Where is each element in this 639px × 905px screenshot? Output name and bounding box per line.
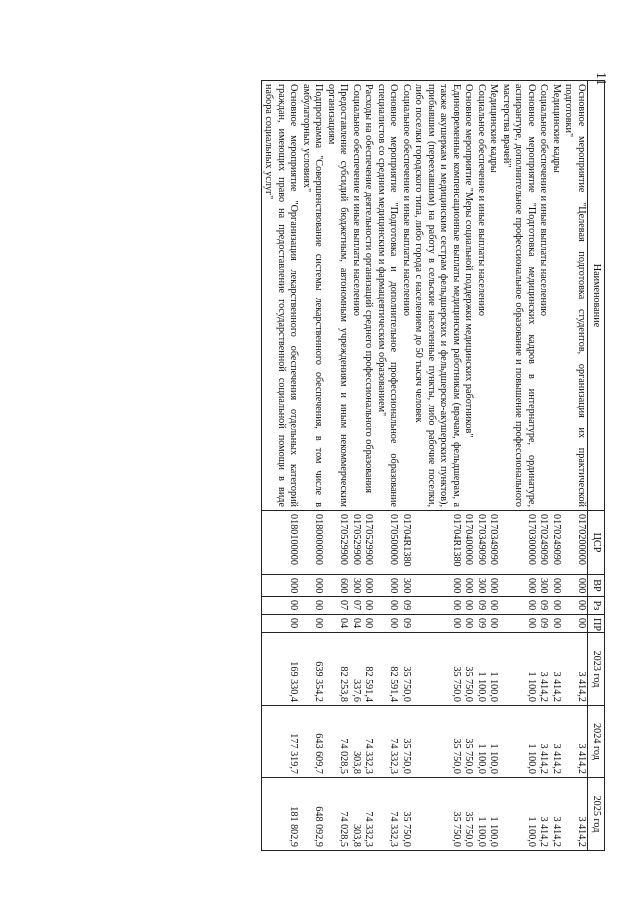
cell-y2025: 3 414,2 [550,778,563,851]
cell-y2025: 35 750,0 [412,778,462,851]
cell-vr: 000 [500,575,538,597]
cell-y2024: 3 414,2 [562,706,588,778]
cell-rz: 07 [350,597,363,615]
cell-y2024: 1 100,0 [487,706,500,778]
cell-rz: 00 [375,597,400,615]
page-number: 11 [593,72,608,86]
cell-y2025: 35 750,0 [462,778,475,851]
cell-name: Расходы на обеспечение деятельности организаций среднего профессионального образования [362,81,375,511]
cell-csr: 0170400000 [462,511,475,575]
cell-csr: 01704R1380 [400,511,413,575]
budget-table [261,80,605,851]
cell-y2024: 3 414,2 [550,706,563,778]
cell-y2024: 35 750,0 [462,706,475,778]
table-row [412,81,462,851]
cell-y2023: 82 591,4 [375,633,400,706]
cell-y2025: 74 332,3 [375,778,400,851]
cell-csr: 0170529900 [325,511,350,575]
cell-pr: 00 [262,615,300,633]
cell-y2025: 74 028,5 [325,778,350,851]
cell-rz: 00 [362,597,375,615]
cell-y2023: 169 330,4 [262,633,300,706]
cell-pr: 00 [562,615,588,633]
cell-y2024: 1 100,0 [500,706,538,778]
cell-y2023: 35 750,0 [412,633,462,706]
cell-name: Основное мероприятие "Целевая подготовка студентов, организация их практической подготовки" [562,81,588,511]
cell-y2025: 1 100,0 [500,778,538,851]
cell-csr: 0170249090 [537,511,550,575]
table-header-row [588,81,605,851]
cell-y2023: 82 591,4 [362,633,375,706]
cell-pr: 09 [537,615,550,633]
header-2023: 2023 год [588,633,605,706]
cell-rz: 00 [462,597,475,615]
cell-vr: 000 [487,575,500,597]
cell-vr: 300 [537,575,550,597]
cell-y2024: 1 100,0 [475,706,488,778]
cell-name: Основное мероприятие "Подготовка и дополнительное профессиональное образование специалистов со средним медицинским и фармацевтическим образованием" [375,81,400,511]
cell-y2024: 643 609,7 [300,706,325,778]
cell-csr: 01704R1380 [412,511,462,575]
cell-rz: 00 [500,597,538,615]
cell-pr: 00 [550,615,563,633]
cell-y2024: 303,8 [350,706,363,778]
cell-y2023: 1 100,0 [500,633,538,706]
cell-y2024: 3 414,2 [537,706,550,778]
cell-y2025: 303,8 [350,778,363,851]
cell-name: Основное мероприятие "Организация лекарственного обеспечения отдельных категорий граждан, имеющих право на предоставление государственной социальной помощи в виде набора социальных услуг" [262,81,300,511]
cell-y2025: 3 414,2 [537,778,550,851]
cell-y2024: 177 319,7 [262,706,300,778]
cell-name: Социальное обеспечение и иные выплаты населению [350,81,363,511]
header-2024: 2024 год [588,706,605,778]
cell-vr: 000 [300,575,325,597]
header-2025: 2025 год [588,778,605,851]
cell-pr: 00 [500,615,538,633]
budget-table-rotated [80,80,605,850]
cell-y2025: 648 092,9 [300,778,325,851]
cell-pr: 00 [362,615,375,633]
cell-vr: 300 [475,575,488,597]
cell-name: Социальное обеспечение и иные выплаты населению [537,81,550,511]
cell-y2025: 1 100,0 [475,778,488,851]
cell-rz: 07 [325,597,350,615]
cell-csr: 0180000000 [300,511,325,575]
cell-y2023: 1 100,0 [487,633,500,706]
cell-csr: 0170529900 [350,511,363,575]
cell-y2024: 35 750,0 [400,706,413,778]
cell-y2025: 35 750,0 [400,778,413,851]
table-row [487,81,500,851]
cell-csr: 0170349090 [487,511,500,575]
table-row [462,81,475,851]
cell-y2023: 82 253,8 [325,633,350,706]
cell-y2023: 337,6 [350,633,363,706]
cell-y2025: 3 414,2 [562,778,588,851]
cell-y2024: 35 750,0 [412,706,462,778]
cell-y2023: 3 414,2 [562,633,588,706]
cell-y2023: 35 750,0 [462,633,475,706]
cell-name: Медицинские кадры [550,81,563,511]
table-row [325,81,350,851]
cell-vr: 000 [362,575,375,597]
cell-vr: 000 [262,575,300,597]
cell-pr: 00 [375,615,400,633]
cell-y2023: 3 414,2 [550,633,563,706]
cell-vr: 600 [325,575,350,597]
cell-name: Социальное обеспечение и иные выплаты населению [400,81,413,511]
header-pr: ПР [588,615,605,633]
table-row [362,81,375,851]
cell-csr: 0170500000 [375,511,400,575]
cell-name: Основное мероприятие "Меры социальной поддержки медицинских работников" [462,81,475,511]
table-row [400,81,413,851]
cell-y2024: 74 332,3 [375,706,400,778]
cell-pr: 00 [487,615,500,633]
cell-name: Предоставление субсидий бюджетным, автономным учреждениям и иным некоммерческим организациям [325,81,350,511]
cell-y2023: 1 100,0 [475,633,488,706]
cell-vr: 000 [375,575,400,597]
cell-name: Единовременные компенсационные выплаты медицинским работникам (врачам, фельдшерам, а также акушеркам и медицинским сестрам фельдшерских и фельдшерско-акушерских пунктов), прибывшим (переехавшим) на работу в сельские населенные пункты, либо рабочие поселки, либо поселки городского типа, либо города с населением до 50 тысяч человек [412,81,462,511]
cell-vr: 300 [350,575,363,597]
cell-vr: 000 [412,575,462,597]
cell-vr: 000 [550,575,563,597]
table-row [500,81,538,851]
cell-rz: 00 [562,597,588,615]
header-rz: Рз [588,597,605,615]
cell-rz: 09 [537,597,550,615]
cell-y2023: 3 414,2 [537,633,550,706]
cell-pr: 09 [475,615,488,633]
table-row [562,81,588,851]
cell-pr: 09 [400,615,413,633]
table-row [375,81,400,851]
cell-rz: 00 [262,597,300,615]
cell-rz: 09 [475,597,488,615]
cell-csr: 0170349090 [475,511,488,575]
cell-y2025: 74 332,3 [362,778,375,851]
cell-csr: 0170249090 [550,511,563,575]
cell-name: Подпрограмма "Совершенствование системы лекарственного обеспечения, в том числе в амбулаторных условиях" [300,81,325,511]
cell-vr: 000 [562,575,588,597]
cell-name: Основное мероприятие "Подготовка медицинских кадров в интернатуре, ординатуре, аспирантуре, дополнительное профессиональное образование и повышение профессионального мастерства врачей" [500,81,538,511]
cell-rz: 09 [400,597,413,615]
cell-pr: 00 [300,615,325,633]
header-vr: ВР [588,575,605,597]
cell-y2024: 74 332,3 [362,706,375,778]
cell-rz: 00 [300,597,325,615]
cell-y2024: 74 028,5 [325,706,350,778]
table-row [537,81,550,851]
cell-y2025: 1 100,0 [487,778,500,851]
cell-vr: 000 [462,575,475,597]
cell-y2025: 181 802,9 [262,778,300,851]
cell-name: Социальное обеспечение и иные выплаты населению [475,81,488,511]
cell-pr: 04 [325,615,350,633]
cell-y2023: 639 354,2 [300,633,325,706]
cell-pr: 00 [462,615,475,633]
cell-csr: 0170200000 [562,511,588,575]
cell-csr: 0180100000 [262,511,300,575]
cell-pr: 04 [350,615,363,633]
table-row [262,81,300,851]
cell-vr: 300 [400,575,413,597]
table-row [300,81,325,851]
cell-csr: 0170300000 [500,511,538,575]
cell-rz: 00 [487,597,500,615]
cell-y2023: 35 750,0 [400,633,413,706]
cell-rz: 00 [550,597,563,615]
cell-pr: 00 [412,615,462,633]
table-row [350,81,363,851]
header-name: Наименование [588,81,605,511]
table-row [550,81,563,851]
cell-csr: 0170529900 [362,511,375,575]
table-row [475,81,488,851]
cell-rz: 00 [412,597,462,615]
header-csr: ЦСР [588,511,605,575]
cell-name: Медицинские кадры [487,81,500,511]
